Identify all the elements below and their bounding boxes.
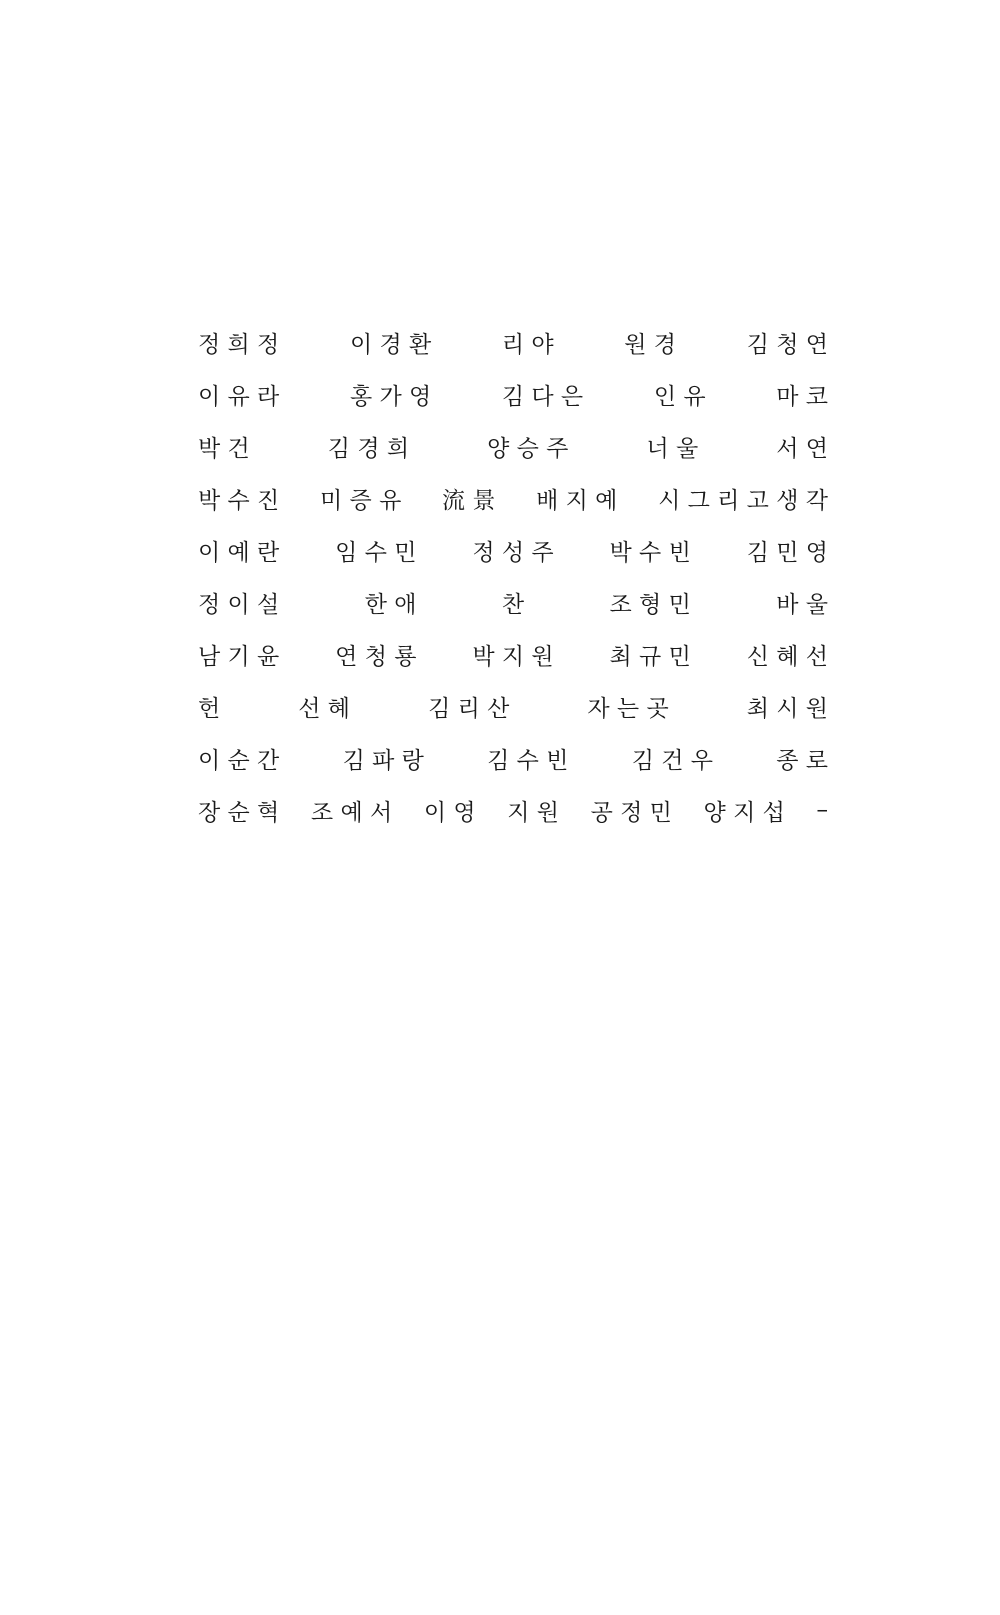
name-entry: 박 수 진: [198, 487, 280, 514]
name-entry: 박 수 빈: [609, 539, 691, 566]
name-line: [198, 680, 828, 732]
name-entry: 시 그 리 고 생 각: [658, 487, 828, 514]
name-entry: 김 경 희: [327, 435, 410, 462]
name-entry: 이 유 라: [198, 383, 280, 410]
name-line: [198, 420, 828, 472]
name-entry: 선 혜: [298, 695, 351, 722]
name-entry: 김 청 연: [746, 331, 828, 358]
name-entry: 남 기 윤: [198, 643, 280, 670]
name-entry: 이 경 환: [349, 331, 432, 358]
name-entry: 인 유: [653, 383, 706, 410]
name-entry: 김 건 우: [631, 747, 713, 774]
name-entry: 김 다 은: [501, 383, 584, 410]
name-entry: 김 수 빈: [487, 747, 569, 774]
dash-mark: –: [816, 797, 828, 823]
name-entry: 자 는 곳: [587, 695, 669, 722]
name-entry: 한 애: [364, 591, 417, 618]
name-line: [198, 472, 828, 524]
name-entry: 김 파 랑: [342, 747, 424, 774]
name-entry: 최 규 민: [609, 643, 691, 670]
name-entry: 流 景: [442, 487, 496, 514]
name-entry: 장 순 혁: [198, 799, 280, 826]
name-entry: 이 예 란: [198, 539, 280, 566]
name-entry: 조 예 서: [310, 799, 393, 826]
name-entry: 원 경: [624, 331, 677, 358]
name-entry: 김 리 산: [428, 695, 510, 722]
name-entry: 지 원: [507, 799, 559, 826]
name-entry: 배 지 예: [536, 487, 618, 514]
name-entry: 양 승 주: [487, 435, 569, 462]
name-entry: 종 로: [776, 747, 828, 774]
name-entry: 정 희 정: [198, 331, 280, 358]
name-entry: 이 순 간: [198, 747, 280, 774]
name-entry: 바 울: [776, 591, 828, 618]
name-entry: 서 연: [776, 435, 828, 462]
name-entry: 미 증 유: [320, 487, 402, 514]
name-entry: 김 민 영: [746, 539, 828, 566]
name-line: [198, 784, 828, 836]
name-list: [198, 316, 828, 836]
name-line: [198, 316, 828, 368]
name-entry: 너 울: [646, 435, 699, 462]
name-entry: 신 혜 선: [746, 643, 828, 670]
name-entry: 이 영: [423, 799, 476, 826]
name-entry: 마 코: [776, 383, 828, 410]
name-line: [198, 732, 828, 784]
name-line: [198, 524, 828, 576]
name-entry: 홍 가 영: [349, 383, 432, 410]
name-entry: 공 정 민: [590, 799, 672, 826]
name-entry: 연 청 룡: [335, 643, 417, 670]
name-entry: 조 형 민: [609, 591, 691, 618]
name-entry: 임 수 민: [335, 539, 417, 566]
name-entry: 찬: [501, 591, 525, 618]
name-entry: 헌: [198, 695, 221, 722]
name-entry: 리 야: [501, 331, 554, 358]
name-entry: 최 시 원: [746, 695, 828, 722]
name-entry: 박 지 원: [472, 643, 554, 670]
name-line: [198, 576, 828, 628]
name-line: [198, 368, 828, 420]
name-entry: 정 이 설: [198, 591, 280, 618]
name-entry: 양 지 섭: [703, 799, 785, 826]
name-entry: 정 성 주: [472, 539, 554, 566]
name-entry: 박 건: [198, 435, 250, 462]
name-line: [198, 628, 828, 680]
